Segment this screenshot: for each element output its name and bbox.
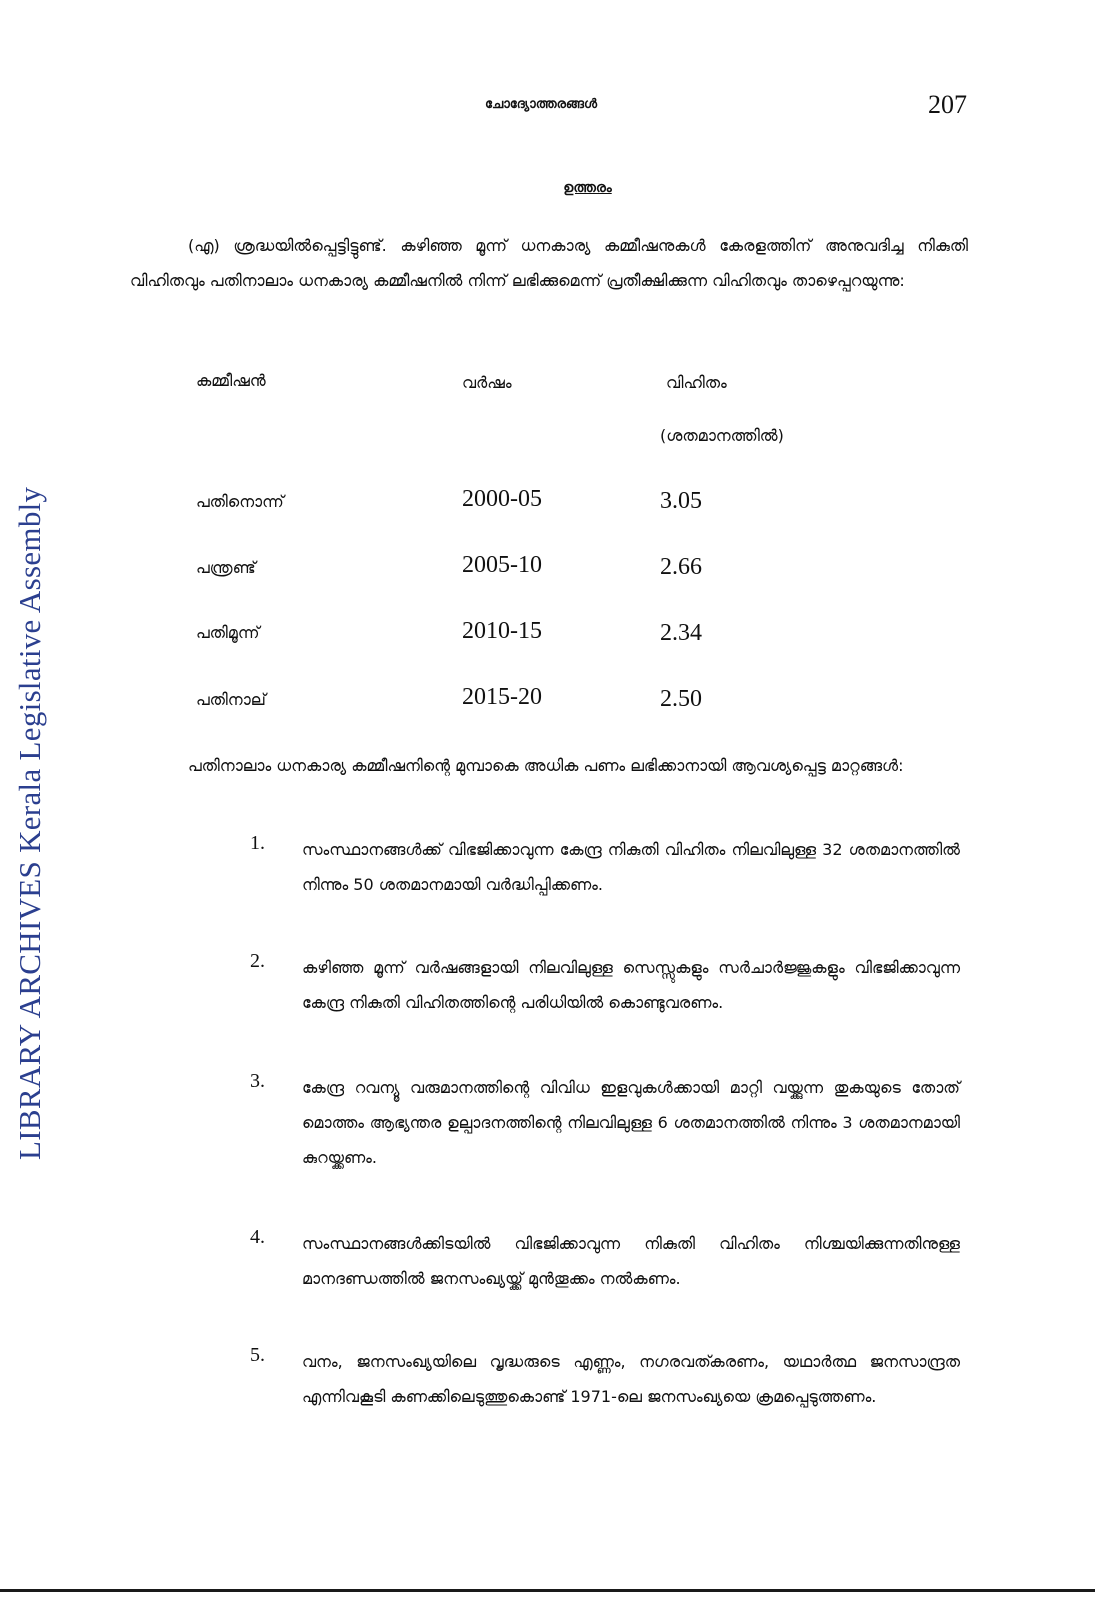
- list-item-number: 4.: [250, 1226, 265, 1248]
- table-cell-year: 2010-15: [462, 618, 542, 644]
- running-title: ചോദ്യോത്തരങ്ങൾ: [485, 97, 598, 112]
- answer-heading: [0, 180, 1095, 196]
- table-cell-commission: പതിനൊന്ന്: [196, 492, 284, 511]
- table-cell-year: 2000-05: [462, 486, 542, 512]
- list-item-text: കഴിഞ്ഞ മൂന്ന് വർഷങ്ങളായി നിലവിലുള്ള സെസ്സുകളും സർചാർജ്ജുകളും വിഭജിക്കാവുന്ന കേന്ദ്ര നികുതി വിഹിതത്തിന്റെ പരിധിയിൽ കൊണ്ടുവരണം.: [302, 958, 960, 1012]
- list-item-text: വനം, ജനസംഖ്യയിലെ വൃദ്ധരുടെ എണ്ണം, നഗരവത്കരണം, യഥാർത്ഥ ജനസാന്ദ്രത എന്നിവകൂടി കണക്കിലെടുത്തുകൊണ്ട് 1971-ലെ ജനസംഖ്യയെ ക്രമപ്പെടുത്തണം.: [302, 1352, 960, 1406]
- column-header-share-unit: (ശതമാനത്തിൽ): [660, 426, 784, 445]
- table-cell-year: 2005-10: [462, 552, 542, 578]
- bottom-rule: [0, 1589, 1095, 1592]
- column-header-year: വർഷം: [462, 373, 512, 392]
- table-cell-share: 2.66: [660, 554, 702, 580]
- intro-paragraph: (എ) ശ്രദ്ധയിൽപ്പെട്ടിട്ടുണ്ട്. കഴിഞ്ഞ മൂന്ന് ധനകാര്യ കമ്മീഷനുകൾ കേരളത്തിന് അനുവദിച്ച നികുതി വിഹിതവും പതിനാലാം ധനകാര്യ കമ്മീഷനിൽ നിന്ന് ലഭിക്കുമെന്ന് പ്രതീക്ഷിക്കുന്ന വിഹിതവും താഴെപ്പറയുന്നു:: [130, 236, 968, 290]
- table-cell-year: 2015-20: [462, 684, 542, 710]
- table-cell-share: 2.50: [660, 686, 702, 712]
- changes-heading: പതിനാലാം ധനകാര്യ കമ്മീഷനിന്റെ മുമ്പാകെ അധിക പണം ലഭിക്കാനായി ആവശ്യപ്പെട്ട മാറ്റങ്ങൾ:: [188, 756, 904, 775]
- table-cell-share: 2.34: [660, 620, 702, 646]
- table-cell-commission: പന്ത്രണ്ട്: [196, 558, 256, 577]
- table-cell-commission: പതിമൂന്ന്: [196, 623, 260, 642]
- column-header-commission: കമ്മീഷൻ: [196, 371, 266, 390]
- list-item-number: 1.: [250, 832, 265, 854]
- list-item-text: കേന്ദ്ര റവന്യൂ വരുമാനത്തിന്റെ വിവിധ ഇളവുകൾക്കായി മാറ്റി വയ്ക്കുന്ന തുകയുടെ തോത് മൊത്തം ആഭ്യന്തര ഉല്പാദനത്തിന്റെ നിലവിലുള്ള 6 ശതമാനത്തിൽ നിന്നും 3 ശതമാനമായി കുറയ്ക്കണം.: [302, 1078, 960, 1167]
- list-item-number: 5.: [250, 1344, 265, 1366]
- archive-watermark: LIBRARY ARCHIVES Kerala Legislative Assembly: [12, 486, 47, 1160]
- table-cell-share: 3.05: [660, 488, 702, 514]
- page-number: 207: [928, 90, 967, 119]
- list-item-text: സംസ്ഥാനങ്ങൾക്കിടയിൽ വിഭജിക്കാവുന്ന നികുതി വിഹിതം നിശ്ചയിക്കുന്നതിനുള്ള മാനദണ്ഡത്തിൽ ജനസംഖ്യയ്ക്ക് മുൻതൂക്കം നൽകണം.: [302, 1234, 960, 1288]
- list-item-text: സംസ്ഥാനങ്ങൾക്ക് വിഭജിക്കാവുന്ന കേന്ദ്ര നികുതി വിഹിതം നിലവിലുള്ള 32 ശതമാനത്തിൽ നിന്നും 50 ശതമാനമായി വർദ്ധിപ്പിക്കണം.: [302, 840, 960, 894]
- table-cell-commission: പതിനാല്: [196, 690, 266, 709]
- column-header-share: വിഹിതം: [666, 373, 727, 392]
- list-item-number: 3.: [250, 1070, 265, 1092]
- answer-heading-text: ഉത്തരം: [563, 180, 612, 196]
- list-item-number: 2.: [250, 950, 265, 972]
